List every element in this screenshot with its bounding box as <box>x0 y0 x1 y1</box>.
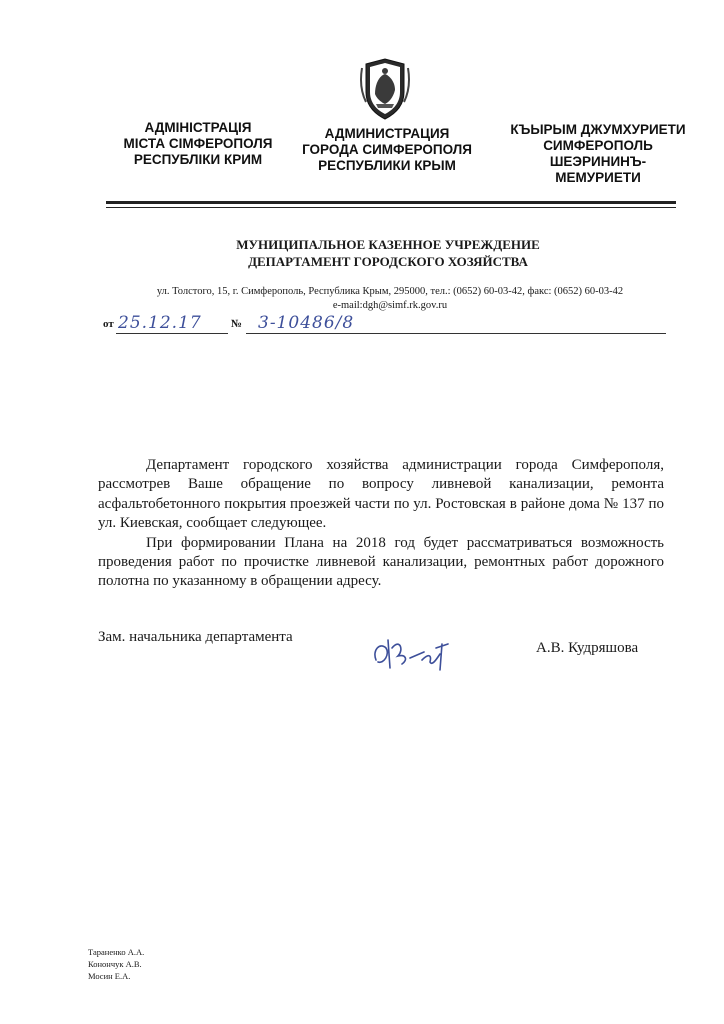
signatory-title: Зам. начальника департамента <box>98 629 293 645</box>
header-center-line: АДМИНИСТРАЦИЯ <box>324 126 450 141</box>
reference-from-label: от <box>103 318 114 330</box>
header-right-line: СИМФЕРОПОЛЬ <box>543 138 653 153</box>
header-left-line: РЕСПУБЛІКИ КРИМ <box>133 152 263 167</box>
header-center-line: ГОРОДА СИМФЕРОПОЛЯ <box>302 142 472 157</box>
reference-number-handwritten: 3-10486/8 <box>258 313 355 333</box>
reference-date-handwritten: 25.12.17 <box>118 313 202 333</box>
header-russian <box>282 126 492 174</box>
executor-name: Тараненко А.А. <box>88 947 145 957</box>
signatory-name: А.В. Кудряшова <box>536 640 639 656</box>
header-left-line: МІСТА СІМФЕРОПОЛЯ <box>123 136 273 151</box>
reference-number-label: № <box>231 318 243 330</box>
header-crimean-tatar <box>496 122 700 186</box>
header-right-line: МЕМУРИЕТИ <box>555 170 641 185</box>
header-ukrainian <box>108 120 288 168</box>
header-center-line: РЕСПУБЛИКИ КРЫМ <box>318 158 456 173</box>
date-underline <box>116 333 228 334</box>
body-paragraph: Департамент городского хозяйства администрации города Симферополя, рассмотрев Ваше обращение по вопросу ливневой канализации, ремонта асфальтобетонного покрытия проезжей части по ул. Ростовская в районе дома № 137 по ул. Киевская, сообщает следующее. <box>98 457 664 532</box>
header-divider-thick <box>106 201 676 204</box>
executor-name: Мосин Е.А. <box>88 971 131 981</box>
header-left-line: АДМІНІСТРАЦІЯ <box>144 120 252 135</box>
institution-email: e-mail:dgh@simf.rk.gov.ru <box>332 300 448 311</box>
institution-line2: ДЕПАРТАМЕНТ ГОРОДСКОГО ХОЗЯЙСТВА <box>248 254 528 269</box>
handwritten-signature <box>370 630 454 674</box>
header-right-line: КЪЫРЫМ ДЖУМХУРИЕТИ <box>510 122 686 137</box>
executor-name: Конончук А.В. <box>88 959 142 969</box>
header-divider-thin <box>106 207 676 208</box>
institution-name <box>150 236 626 270</box>
coat-of-arms-icon <box>358 58 412 120</box>
institution-address: ул. Толстого, 15, г. Симферополь, Республика Крым, 295000, тел.: (0652) 60-03-42, факс: (0652) 60-03-42 <box>156 286 624 297</box>
letter-body <box>98 456 664 592</box>
number-underline <box>246 333 666 334</box>
institution-line1: МУНИЦИПАЛЬНОЕ КАЗЕННОЕ УЧРЕЖДЕНИЕ <box>236 237 540 252</box>
executors-list <box>88 946 144 982</box>
header-right-line: ШЕЭРИНИНЪ- <box>549 154 647 169</box>
body-paragraph: При формировании Плана на 2018 год будет рассматриваться возможность проведения работ по прочистке ливневой канализации, ремонтных работ дорожного полотна по указанному в обращении адресу. <box>98 534 664 590</box>
